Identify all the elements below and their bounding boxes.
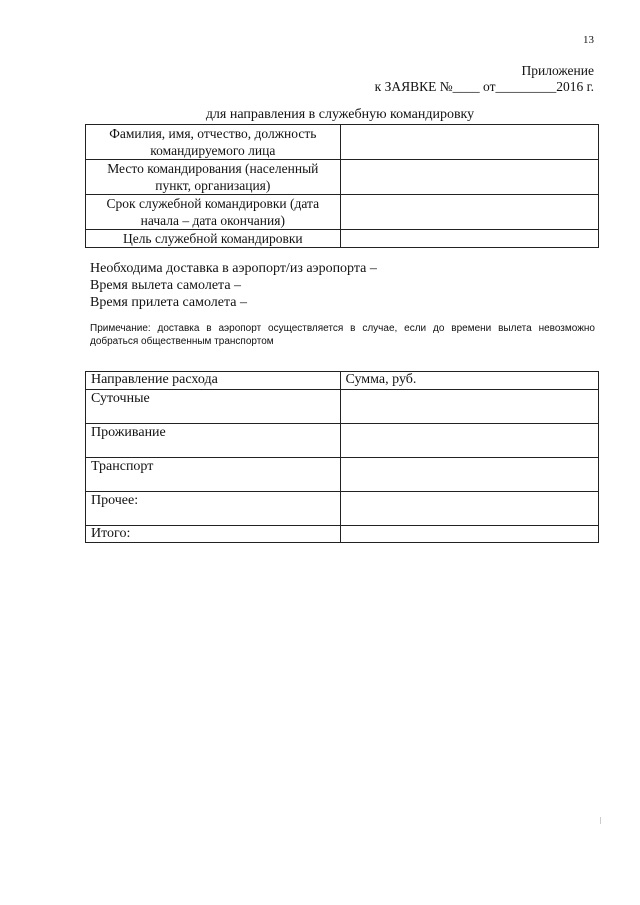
label-line: начала – дата окончания) bbox=[140, 213, 285, 228]
delivery-line: Необходима доставка в аэропорт/из аэропорта – bbox=[90, 261, 377, 276]
row-label bbox=[86, 125, 341, 160]
column-header: Направление расхода bbox=[86, 372, 341, 390]
row-label bbox=[86, 230, 341, 248]
appendix-label: Приложение bbox=[521, 63, 594, 78]
amount-cell[interactable] bbox=[341, 458, 599, 492]
departure-time-line: Время вылета самолета – bbox=[90, 278, 242, 293]
label-line: Фамилия, имя, отчество, должность bbox=[109, 126, 317, 141]
page-number: 13 bbox=[583, 34, 594, 46]
arrival-time-line: Время прилета самолета – bbox=[90, 295, 248, 310]
expense-label: Проживание bbox=[86, 424, 341, 458]
table-row bbox=[86, 195, 599, 230]
table-row bbox=[86, 424, 599, 458]
delivery-block bbox=[90, 260, 377, 311]
table-row bbox=[86, 390, 599, 424]
label-line: Срок служебной командировки (дата bbox=[106, 196, 320, 211]
row-label bbox=[86, 195, 341, 230]
label-line: командируемого лица bbox=[150, 143, 276, 158]
request-line: к ЗАЯВКЕ №____ от_________2016 г. bbox=[374, 79, 594, 94]
column-header: Сумма, руб. bbox=[341, 372, 599, 390]
expense-label: Прочее: bbox=[86, 492, 341, 526]
expense-label: Транспорт bbox=[86, 458, 341, 492]
value-cell[interactable] bbox=[340, 160, 598, 195]
amount-cell[interactable] bbox=[341, 390, 599, 424]
trip-info-table bbox=[85, 124, 599, 248]
value-cell[interactable] bbox=[340, 230, 598, 248]
value-cell[interactable] bbox=[340, 125, 598, 160]
expense-label: Суточные bbox=[86, 390, 341, 424]
amount-cell[interactable] bbox=[341, 492, 599, 526]
table-row bbox=[86, 160, 599, 195]
value-cell[interactable] bbox=[340, 195, 598, 230]
header-row bbox=[86, 372, 599, 390]
table-row bbox=[86, 230, 599, 248]
expense-table bbox=[85, 371, 599, 543]
label-line: Место командирования (населенный bbox=[107, 161, 319, 176]
note-text: Примечание: доставка в аэропорт осуществляется в случае, если до времени вылета невозможно добраться общественным транспортом bbox=[90, 323, 595, 347]
total-label: Итого: bbox=[86, 526, 341, 543]
table-row bbox=[86, 458, 599, 492]
total-amount-cell[interactable] bbox=[341, 526, 599, 543]
scan-mark bbox=[600, 817, 601, 824]
total-row bbox=[86, 526, 599, 543]
label-line: Цель служебной командировки bbox=[122, 231, 303, 246]
amount-cell[interactable] bbox=[341, 424, 599, 458]
table-row bbox=[86, 125, 599, 160]
row-label bbox=[86, 160, 341, 195]
table-row bbox=[86, 492, 599, 526]
label-line: пункт, организация) bbox=[155, 178, 271, 193]
table-caption: для направления в служебную командировку bbox=[205, 107, 475, 122]
